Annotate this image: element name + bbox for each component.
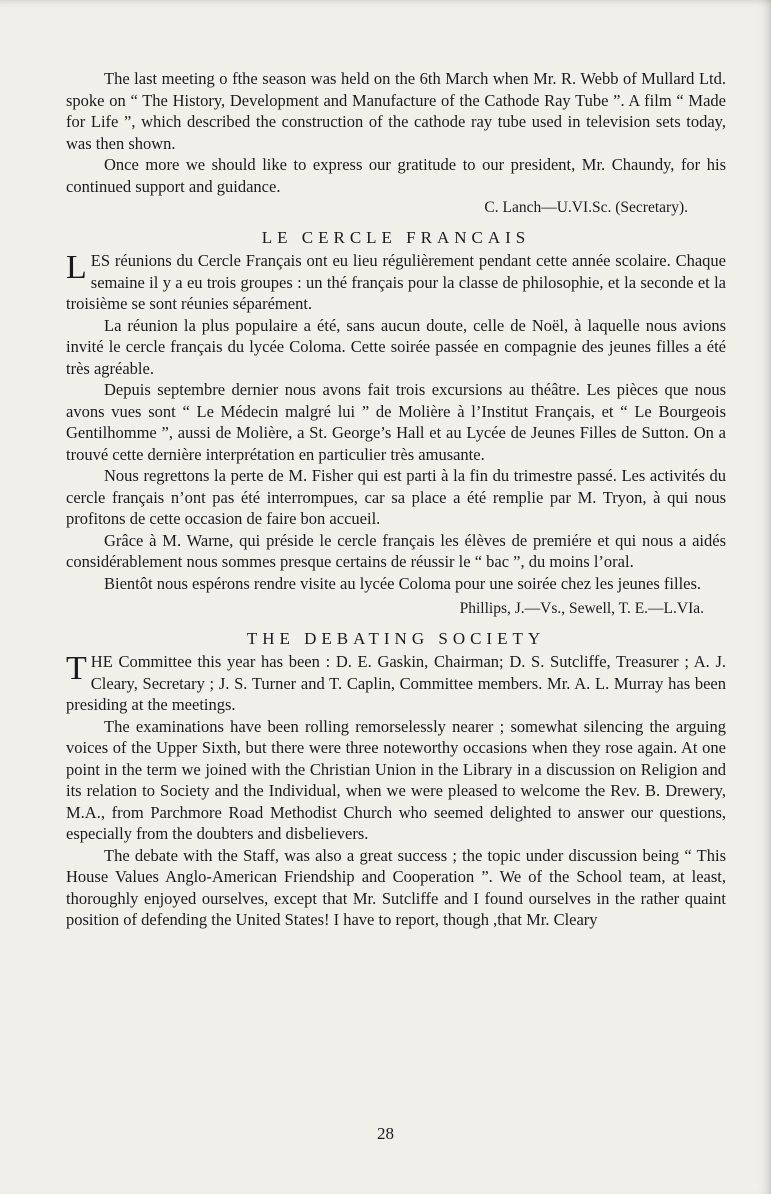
cercle-paragraph-6: Bientôt nous espérons rendre visite au lycée Coloma pour une soirée chez les jeunes filles.: [104, 573, 702, 593]
cercle-francais-heading: LE CERCLE FRANCAIS: [261, 227, 531, 247]
science-society-signature: C. Lanch—U.VI.Sc. (Secretary).: [484, 199, 688, 216]
debating-dropcap: T: [66, 650, 87, 687]
cercle-paragraph-2: La réunion la plus populaire a été, sans aucun doute, celle de Noël, à laquelle nous avions invité le cercle français du lycée Coloma. Cette soirée passée en compagnie des jeunes filles a été très agréable.: [66, 315, 726, 378]
debating-paragraph-3: The debate with the Staff, was also a great success ; the topic under discussion being “ This House Values Anglo-American Friendship and Cooperation ”. We of the School team, at least, thoroughly enjoyed ourselves, except that Mr. Sutcliffe and I found ourselves in the rather quaint position of defending the United States! I have to report, though ,that Mr. Cleary: [66, 845, 726, 929]
cercle-dropcap: L: [66, 249, 87, 286]
cercle-paragraph-5: Grâce à M. Warne, qui préside le cercle français les élèves de premiére et qui nous a aidés considérablement nous sommes presque certains de réussir le “ bac ”, du moins l’oral.: [66, 530, 726, 571]
cercle-paragraph-3: Depuis septembre dernier nous avons fait trois excursions au théâtre. Les pièces que nous avons vues sont “ Le Médecin malgré lui ” de Molière à l’Institut Français, et “ Le Bourgeois Gentilhomme ”, aussi de Molière, a St. George’s Hall et au Lycée de Jeunes Filles de Sutton. On a trouvé cette dernière interprétation en particulier très amusante.: [66, 380, 726, 464]
cercle-paragraph-1: [66, 250, 726, 315]
cercle-signature: Phillips, J.—Vs., Sewell, T. E.—L.VIa.: [459, 600, 704, 617]
debating-paragraph-2: The examinations have been rolling remorselessly nearer ; somewhat silencing the arguing voices of the Upper Sixth, but there were three noteworthy occasions when they rose again. At one point in the term we joined with the Christian Union in the Library in a discussion on Religion and its relation to Society and the Individual, when we were pleased to welcome the Rev. B. Drewery, M.A., from Parchmore Road Methodist Church who seemed delighted to answer our questions, especially from the doubters and disbelievers.: [66, 716, 726, 843]
cercle-paragraph-1-text: ES réunions du Cercle Français ont eu lieu régulièrement pendant cette année scolaire. Chaque semaine il y a eu trois groupes : un thé français pour la classe de philosophie, et la seconde et la troisième se sont réunies séparément.: [66, 251, 726, 313]
article-body: [66, 68, 726, 931]
page-number: 28: [377, 1124, 394, 1143]
science-society-paragraph-1: The last meeting o fthe season was held on the 6th March when Mr. R. Webb of Mullard Ltd. spoke on “ The History, Development and Manufacture of the Cathode Ray Tube ”. A film “ Made for Life ”, which described the construction of the cathode ray tube used in television sets today, was then shown.: [66, 69, 726, 153]
science-society-paragraph-2: Once more we should like to express our gratitude to our president, Mr. Chaundy, for his continued support and guidance.: [66, 155, 726, 196]
debating-paragraph-1-text: HE Committee this year has been : D. E. Gaskin, Chairman; D. S. Sutcliffe, Treasurer ; A. J. Cleary, Secretary ; J. S. Turner and T. Caplin, Committee members. Mr. A. L. Murray has been presiding at the meetings.: [66, 652, 726, 714]
cercle-paragraph-4: Nous regrettons la perte de M. Fisher qui est parti à la fin du trimestre passé. Les activités du cercle français n’ont pas été interrompues, car sa place a été remplie par M. Tryon, à qui nous profitons de cette occasion de faire bon accueil.: [66, 466, 726, 528]
debating-paragraph-1: [66, 651, 726, 716]
debating-society-heading: THE DEBATING SOCIETY: [246, 628, 546, 648]
